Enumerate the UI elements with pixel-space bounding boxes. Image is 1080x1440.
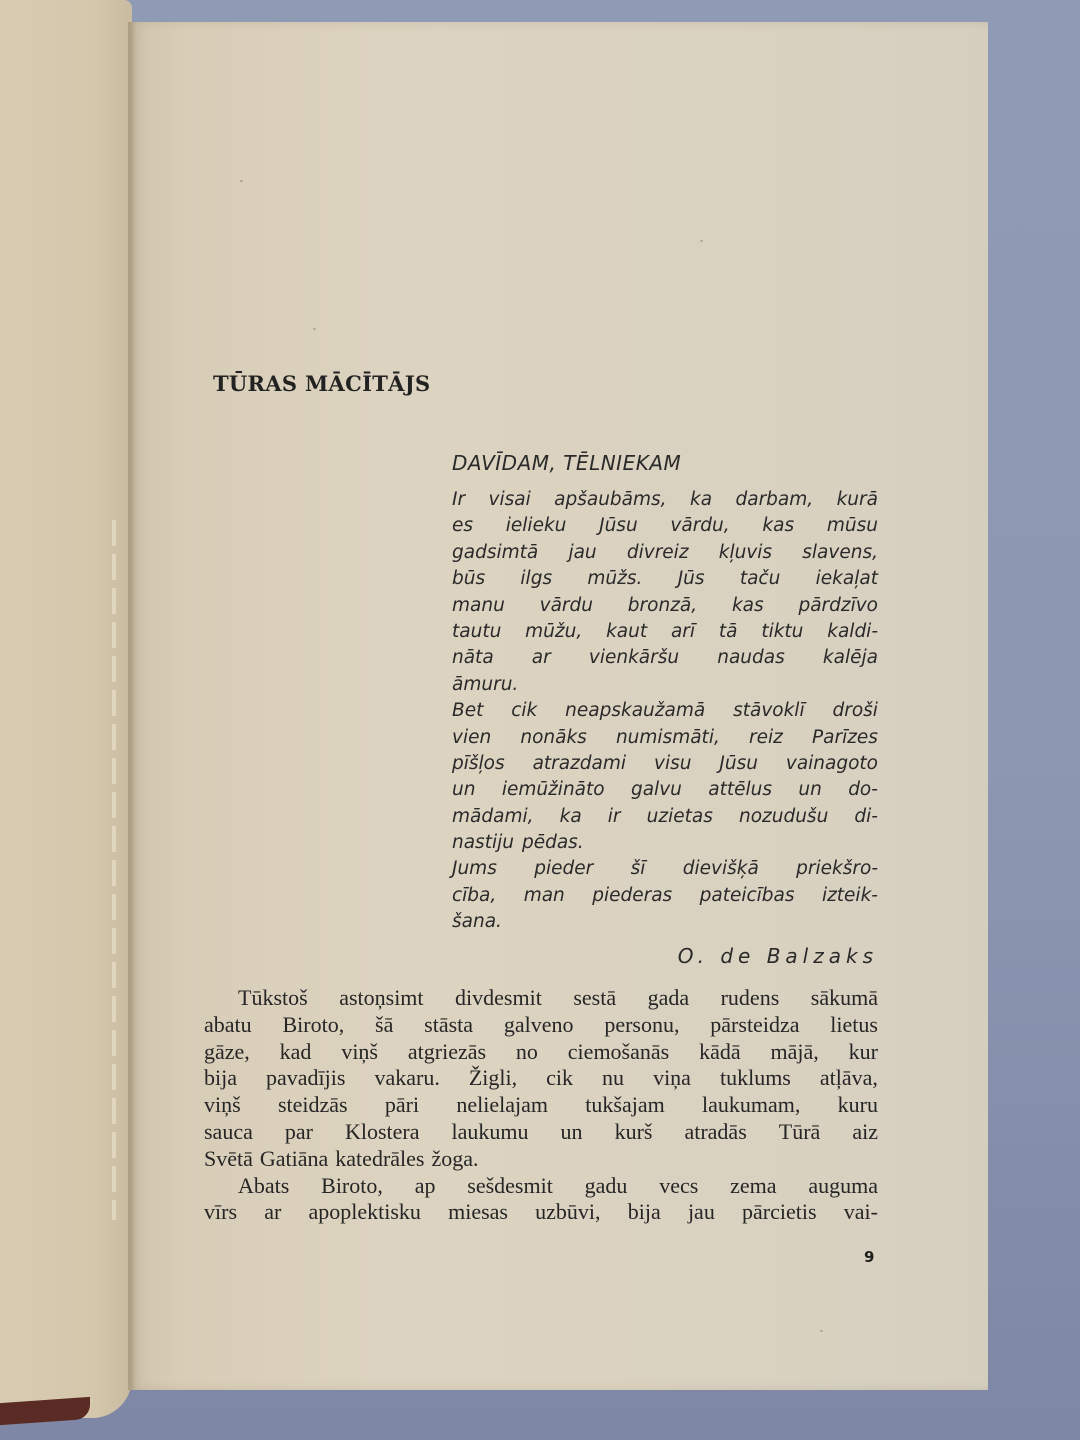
word: laukumu bbox=[451, 1118, 529, 1144]
dedication-text bbox=[452, 487, 878, 936]
word: Tūkstoš bbox=[238, 985, 308, 1010]
word: Klostera bbox=[344, 1118, 420, 1144]
page-number: 9 bbox=[864, 1248, 875, 1266]
word: nonāks bbox=[520, 726, 587, 748]
paper-speck bbox=[240, 180, 243, 182]
word: jau bbox=[568, 541, 597, 563]
word: mūsu bbox=[826, 515, 878, 537]
text-line bbox=[452, 540, 878, 566]
word: kaldi- bbox=[827, 620, 878, 642]
word: dievišķā bbox=[682, 858, 759, 880]
word: ielieku bbox=[505, 515, 567, 537]
word: di- bbox=[854, 805, 878, 827]
word: auguma bbox=[808, 1172, 878, 1198]
word: manu bbox=[452, 594, 505, 616]
word: kaut bbox=[606, 620, 648, 642]
word: tā bbox=[718, 620, 738, 642]
gutter-shadow bbox=[128, 22, 136, 1390]
word: man bbox=[523, 884, 565, 906]
word: bronzā, bbox=[627, 594, 698, 616]
word: mādami, bbox=[452, 805, 534, 827]
word: zema bbox=[730, 1172, 777, 1198]
word: apšaubāms, bbox=[554, 489, 667, 510]
word: rudens bbox=[720, 985, 780, 1010]
word: iekaļat bbox=[815, 568, 878, 590]
text-line bbox=[204, 1119, 878, 1146]
text-line bbox=[452, 909, 878, 935]
word: katedrāles bbox=[335, 1145, 425, 1171]
text-line bbox=[452, 645, 878, 671]
word: pieder bbox=[534, 858, 594, 880]
word: Jūsu bbox=[599, 515, 638, 537]
word: kad bbox=[279, 1038, 312, 1064]
word: pavadījis bbox=[266, 1065, 346, 1091]
text-line bbox=[204, 1012, 878, 1039]
word: neapskaužamā bbox=[565, 700, 706, 722]
word: es bbox=[452, 515, 474, 537]
word: āmuru. bbox=[452, 673, 519, 695]
word: kas bbox=[762, 515, 795, 537]
word: bija bbox=[627, 1199, 661, 1225]
word: cība, bbox=[452, 884, 497, 906]
text-line bbox=[204, 1146, 878, 1173]
word: Parīzes bbox=[811, 726, 878, 748]
word: aiz bbox=[852, 1118, 878, 1144]
word: ka bbox=[559, 805, 582, 827]
word: nāta bbox=[452, 647, 494, 669]
word: visai bbox=[488, 489, 531, 510]
word: kas bbox=[731, 594, 764, 616]
word: droši bbox=[832, 700, 878, 722]
text-line bbox=[204, 1092, 878, 1119]
word: un bbox=[452, 779, 476, 801]
word: nu bbox=[602, 1065, 625, 1091]
word: kurš bbox=[614, 1118, 653, 1144]
word: un bbox=[798, 779, 822, 801]
word: divreiz bbox=[626, 541, 689, 563]
text-line bbox=[452, 856, 878, 882]
text-line bbox=[452, 619, 878, 645]
text-line bbox=[452, 593, 878, 619]
word: Gatiāna bbox=[259, 1145, 329, 1171]
word: tuklums bbox=[719, 1065, 791, 1091]
text-line bbox=[452, 751, 878, 777]
word: vien bbox=[452, 726, 492, 748]
word: nastiju bbox=[452, 832, 514, 854]
word: laukumam, bbox=[702, 1092, 801, 1118]
word: Biroto, bbox=[321, 1172, 383, 1198]
word: steidzās bbox=[277, 1092, 348, 1118]
text-line bbox=[204, 1039, 878, 1066]
word: viņš bbox=[204, 1092, 241, 1118]
word: vai- bbox=[843, 1199, 878, 1225]
paper-speck bbox=[700, 240, 703, 242]
word: lietus bbox=[830, 1011, 878, 1037]
word: cik bbox=[546, 1065, 574, 1091]
word: Jūsu bbox=[719, 752, 758, 774]
word: astoņsimt bbox=[339, 985, 424, 1010]
text-line bbox=[452, 804, 878, 830]
word: kalēja bbox=[822, 647, 878, 669]
word: gāze, bbox=[204, 1038, 250, 1064]
word: atrazdami bbox=[532, 752, 627, 774]
word: tautu bbox=[452, 620, 502, 642]
chapter-title: TŪRAS MĀCĪTĀJS bbox=[213, 371, 431, 396]
word: pāri bbox=[384, 1092, 420, 1118]
word: atradās bbox=[684, 1118, 747, 1144]
word: iemūžināto bbox=[501, 779, 605, 801]
word: sešdesmit bbox=[467, 1172, 553, 1198]
text-line bbox=[452, 830, 878, 856]
word: šā bbox=[375, 1011, 394, 1037]
word: Abats bbox=[238, 1172, 290, 1198]
text-line bbox=[204, 985, 878, 1012]
word: do- bbox=[848, 779, 878, 801]
word: Jūs bbox=[677, 568, 705, 590]
word: darbam, bbox=[735, 489, 814, 510]
word: abatu bbox=[204, 1011, 252, 1037]
word: vienkāršu bbox=[588, 647, 680, 669]
word: bija bbox=[204, 1065, 237, 1091]
word: vīrs bbox=[204, 1199, 237, 1225]
word: slavens, bbox=[802, 541, 878, 563]
text-line bbox=[452, 487, 878, 513]
word: piederas bbox=[592, 884, 673, 906]
word: tiktu bbox=[761, 620, 804, 642]
word: attēlus bbox=[708, 779, 772, 801]
word: atgriezās bbox=[407, 1038, 487, 1064]
word: gadsimtā bbox=[452, 541, 539, 563]
word: kur bbox=[848, 1038, 878, 1064]
word: taču bbox=[739, 568, 781, 590]
word: naudas bbox=[717, 647, 785, 669]
word: žoga. bbox=[431, 1145, 479, 1171]
word: ilgs bbox=[520, 568, 553, 590]
word: uzietas bbox=[646, 805, 713, 827]
word: atļāva, bbox=[819, 1065, 878, 1091]
word: stāsta bbox=[424, 1011, 474, 1037]
word: numismāti, bbox=[615, 726, 720, 748]
body-text bbox=[204, 985, 878, 1226]
word: ka bbox=[689, 489, 713, 510]
word: vārdu bbox=[539, 594, 593, 616]
word: jau bbox=[687, 1199, 715, 1225]
word: priekšro- bbox=[796, 858, 878, 880]
word: gadu bbox=[584, 1172, 628, 1198]
word: Biroto, bbox=[282, 1011, 345, 1037]
word: Tūrā bbox=[778, 1118, 821, 1144]
word: vakaru. bbox=[374, 1065, 440, 1091]
word: ir bbox=[607, 805, 621, 827]
word: miesas bbox=[448, 1199, 508, 1225]
word: šī bbox=[630, 858, 646, 880]
word: un bbox=[560, 1118, 583, 1144]
text-line bbox=[452, 672, 878, 698]
word: reiz bbox=[748, 726, 783, 748]
word: Jums bbox=[452, 858, 497, 880]
binding-stitch bbox=[112, 520, 116, 1220]
word: mūžu, bbox=[525, 620, 583, 642]
word: kļuvis bbox=[718, 541, 773, 563]
word: vecs bbox=[659, 1172, 699, 1198]
word: divdesmit bbox=[455, 985, 542, 1010]
text-line bbox=[204, 1199, 878, 1226]
word: pateicības bbox=[699, 884, 795, 906]
word: kuru bbox=[837, 1092, 878, 1118]
word: sauca bbox=[204, 1118, 253, 1144]
text-line bbox=[452, 883, 878, 909]
word: ar bbox=[264, 1199, 282, 1225]
word: sestā bbox=[573, 985, 617, 1010]
word: viņa bbox=[653, 1065, 691, 1091]
paper-speck bbox=[820, 1330, 823, 1332]
dedication-heading: DAVĪDAM, TĒLNIEKAM bbox=[452, 451, 682, 475]
word: Žigli, bbox=[468, 1065, 518, 1091]
word: pēdas. bbox=[521, 832, 584, 854]
word: pīšļos bbox=[452, 752, 505, 774]
word: nozudušu bbox=[738, 805, 829, 827]
word: galvu bbox=[630, 779, 682, 801]
word: cik bbox=[511, 700, 538, 722]
text-line bbox=[452, 566, 878, 592]
text-line bbox=[452, 698, 878, 724]
word: būs bbox=[452, 568, 486, 590]
word: ap bbox=[414, 1172, 436, 1198]
word: pārcietis bbox=[742, 1199, 817, 1225]
dedication-block bbox=[452, 449, 878, 970]
word: mājā, bbox=[770, 1038, 819, 1064]
word: par bbox=[284, 1118, 313, 1144]
word: šana. bbox=[452, 911, 502, 933]
text-line bbox=[204, 1065, 878, 1092]
word: stāvoklī bbox=[733, 700, 805, 722]
word: no bbox=[515, 1038, 538, 1064]
word: mūžs. bbox=[587, 568, 643, 590]
text-line bbox=[452, 777, 878, 803]
word: vainagoto bbox=[785, 752, 878, 774]
word: tukšajam bbox=[585, 1092, 665, 1118]
word: ciemošanās bbox=[567, 1038, 670, 1064]
word: apoplektisku bbox=[308, 1199, 421, 1225]
word: kurā bbox=[836, 489, 878, 510]
word: personu, bbox=[604, 1011, 680, 1037]
word: gada bbox=[647, 985, 690, 1010]
word: viņš bbox=[341, 1038, 378, 1064]
word: kādā bbox=[699, 1038, 741, 1064]
word: vārdu, bbox=[670, 515, 730, 537]
word: izteik- bbox=[821, 884, 878, 906]
text-line bbox=[204, 1173, 878, 1200]
word: arī bbox=[670, 620, 696, 642]
word: pārsteidza bbox=[710, 1011, 800, 1037]
word: Bet bbox=[452, 700, 484, 722]
word: galveno bbox=[503, 1011, 574, 1037]
dedication-signature: O. de Balzaks bbox=[677, 943, 878, 968]
word: Svētā bbox=[204, 1145, 253, 1171]
word: sākumā bbox=[810, 985, 878, 1010]
text-line bbox=[452, 725, 878, 751]
paper-speck bbox=[313, 328, 316, 330]
word: Ir bbox=[452, 489, 466, 510]
word: ar bbox=[531, 647, 551, 669]
word: uzbūvi, bbox=[535, 1199, 601, 1225]
text-line bbox=[452, 513, 878, 539]
word: pārdzīvo bbox=[798, 594, 878, 616]
word: visu bbox=[654, 752, 692, 774]
word: nelielajam bbox=[456, 1092, 549, 1118]
